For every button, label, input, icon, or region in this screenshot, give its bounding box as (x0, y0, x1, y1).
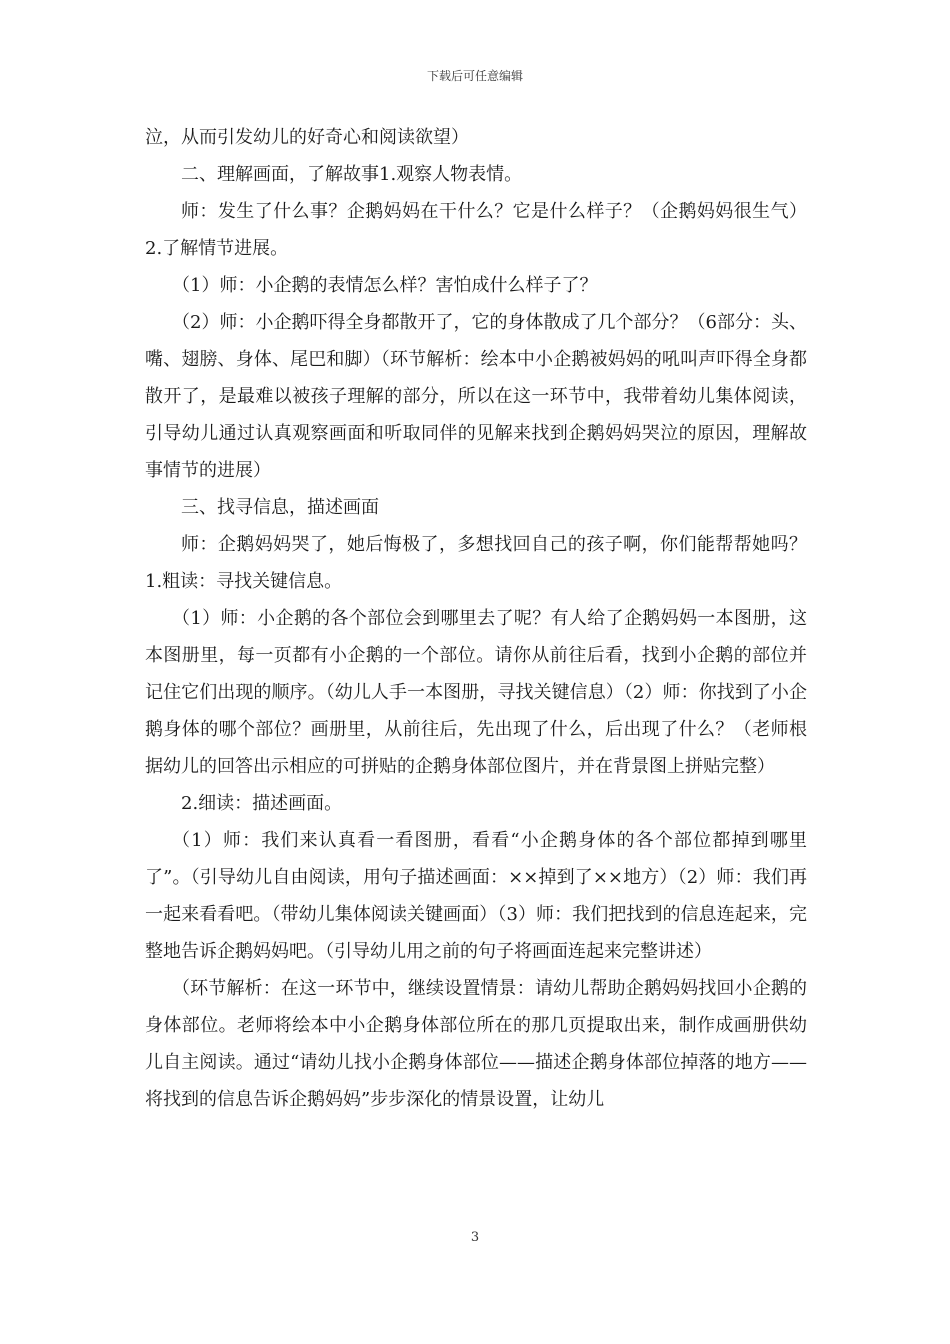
paragraph: 师：发生了什么事？企鹅妈妈在干什么？它是什么样子？（企鹅妈妈很生气）2.了解情节进展。 (145, 201, 807, 259)
paragraph: （1）师：小企鹅的表情怎么样？害怕成什么样子了？ (172, 275, 598, 296)
section-heading: 二、理解画面，了解故事1.观察人物表情。 (181, 164, 523, 185)
paragraph: （2）师：小企鹅吓得全身都散开了，它的身体散成了几个部分？（6部分：头、嘴、翅膀、身体、尾巴和脚）（环节解析：绘本中小企鹅被妈妈的吼叫声吓得全身都散开了，是最难以被孩子理解的部分，所以在这一环节中，我带着幼儿集体阅读，引导幼儿通过认真观察画面和听取同伴的见解来找到企鹅妈妈哭泣的原因，理解故事情节的进展） (145, 312, 807, 481)
document-body (145, 119, 807, 1118)
paragraph: （1）师：小企鹅的各个部位会到哪里去了呢？有人给了企鹅妈妈一本图册，这本图册里，每一页都有小企鹅的一个部位。请你从前往后看，找到小企鹅的部位并记住它们出现的顺序。（幼儿人手一本图册，寻找关键信息）（2）师：你找到了小企鹅身体的哪个部位？画册里，从前往后，先出现了什么，后出现了什么？（老师根据幼儿的回答出示相应的可拼贴的企鹅身体部位图片，并在背景图上拼贴完整） (145, 608, 807, 777)
paragraph: 2.细读：描述画面。 (181, 793, 343, 814)
paragraph: （1）师：我们来认真看一看图册，看看“小企鹅身体的各个部位都掉到哪里了”。（引导幼儿自由阅读，用句子描述画面：××掉到了××地方）（2）师：我们再一起来看看吧。（带幼儿集体阅读关键画面）（3）师：我们把找到的信息连起来，完整地告诉企鹅妈妈吧。（引导幼儿用之前的句子将画面连起来完整讲述） (145, 830, 807, 962)
section-heading: 三、找寻信息，描述画面 (181, 497, 379, 518)
page-number: 3 (470, 1230, 480, 1245)
page-header: 下载后可任意编辑 (426, 69, 523, 83)
paragraph: 泣，从而引发幼儿的好奇心和阅读欲望） (145, 127, 469, 148)
paragraph: （环节解析：在这一环节中，继续设置情景：请幼儿帮助企鹅妈妈找回小企鹅的身体部位。老师将绘本中小企鹅身体部位所在的那几页提取出来，制作成画册供幼儿自主阅读。通过“请幼儿找小企鹅身体部位——描述企鹅身体部位掉落的地方——将找到的信息告诉企鹅妈妈”步步深化的情景设置，让幼儿 (145, 978, 807, 1110)
paragraph: 师：企鹅妈妈哭了，她后悔极了，多想找回自己的孩子啊，你们能帮帮她吗？1.粗读：寻找关键信息。 (145, 534, 807, 592)
